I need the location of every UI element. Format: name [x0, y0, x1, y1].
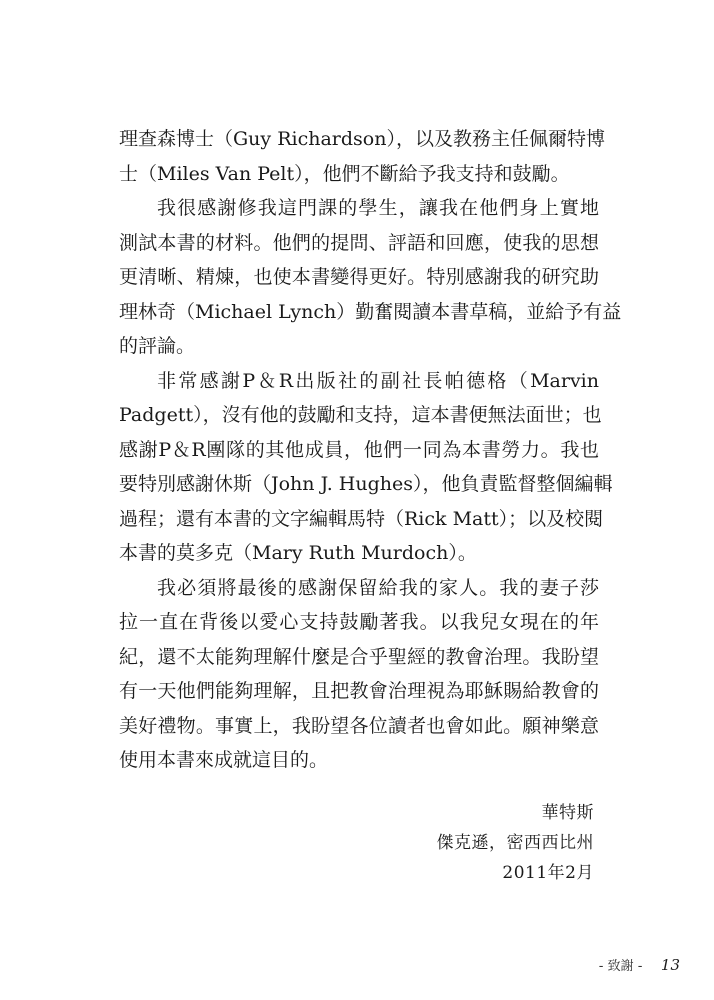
text-line: 非常感謝P＆R出版社的副社長帕德格（Marvin	[157, 369, 599, 392]
text-line: 感謝P＆R團隊的其他成員，他們一同為本書勞力。我也	[119, 438, 599, 461]
text-line: 美好禮物。事實上，我盼望各位讀者也會如此。願神樂意	[119, 714, 599, 737]
signature-name: 華特斯	[541, 803, 594, 823]
text-line: 理林奇（Michael Lynch）勤奮閱讀本書草稿，並給予有益	[119, 300, 622, 323]
text-line: 要特別感謝休斯（John J. Hughes），他負責監督整個編輯	[119, 473, 613, 495]
paragraph	[119, 571, 599, 778]
signature-block	[437, 798, 595, 888]
text-line: 本書的莫多克（Mary Ruth Murdoch）。	[119, 542, 477, 564]
page-number: 13	[660, 956, 680, 974]
text-line: 理查森博士（Guy Richardson），以及教務主任佩爾特博	[119, 128, 605, 150]
acknowledgments-body	[119, 122, 622, 778]
text-line: 過程；還有本書的文字編輯馬特（Rick Matt）；以及校閱	[119, 507, 604, 530]
text-line: 有一天他們能夠理解，且把教會治理視為耶穌賜給教會的	[119, 680, 599, 702]
page-footer	[599, 955, 680, 974]
section-label: - 致謝 -	[598, 959, 643, 974]
text-line: 紀，還不太能夠理解什麼是合乎聖經的教會治理。我盼望	[119, 645, 599, 668]
paragraph	[119, 191, 622, 364]
text-line: 的評論。	[119, 335, 196, 357]
text-line: 使用本書來成就這目的。	[119, 749, 329, 771]
text-line: 我很感謝修我這門課的學生，讓我在他們身上實地	[157, 197, 599, 219]
text-line: 拉一直在背後以愛心支持鼓勵著我。以我兒女現在的年	[119, 611, 599, 633]
text-line: 士（Miles Van Pelt），他們不斷給予我支持和鼓勵。	[119, 162, 570, 185]
text-line: 我必須將最後的感謝保留給我的家人。我的妻子莎	[157, 576, 599, 599]
text-line: Padgett），沒有他的鼓勵和支持，這本書便無法面世；也	[119, 404, 602, 426]
signature-location: 傑克遜，密西西比州	[436, 833, 594, 853]
signature-date: 2011年2月	[502, 863, 594, 883]
text-line: 測試本書的材料。他們的提問、評語和回應，使我的思想	[119, 231, 599, 254]
text-line: 更清晰、精煉，也使本書變得更好。特別感謝我的研究助	[119, 266, 599, 288]
paragraph	[119, 364, 613, 571]
paragraph	[119, 122, 605, 191]
